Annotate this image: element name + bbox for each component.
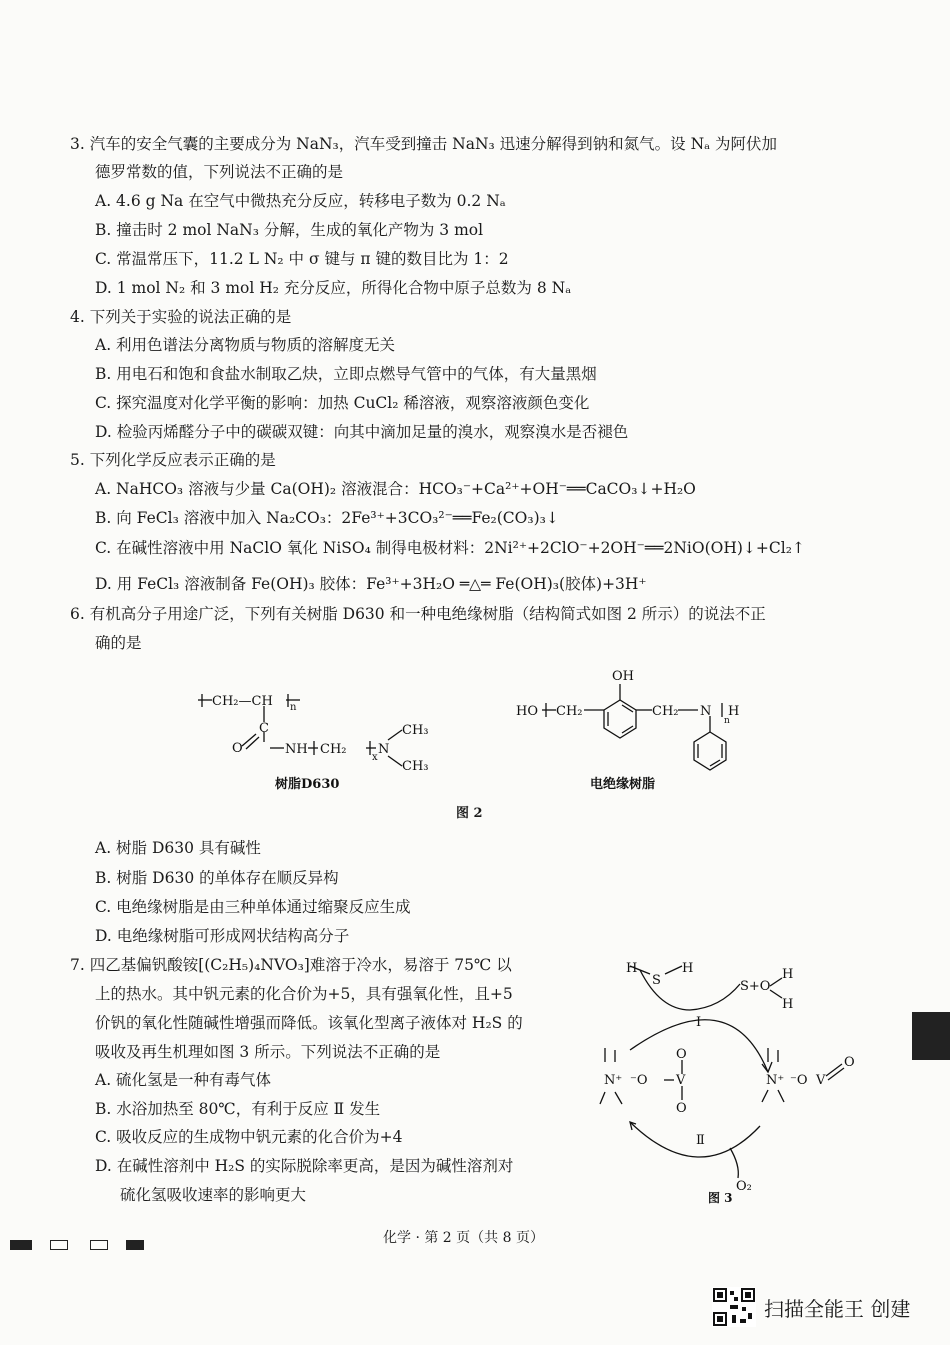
left-vanadium-o-top: O (676, 1047, 687, 1062)
resin-d630-ch3-bottom: CH₃ (402, 759, 429, 774)
left-vanadium: V (676, 1073, 686, 1088)
right-oxide-o: ⁻O (790, 1073, 808, 1088)
q4-option-c: C. 探究温度对化学平衡的影响：加热 CuCl₂ 稀溶液，观察溶液颜色变化 (95, 394, 590, 412)
q4-stem: 4. 下列关于实验的说法正确的是 (70, 308, 292, 326)
q6-option-d: D. 电绝缘树脂可形成网状结构高分子 (95, 927, 350, 945)
q3-option-a: A. 4.6 g Na 在空气中微热充分反应，转移电子数为 0.2 Nₐ (95, 192, 506, 210)
product-h-top: H (782, 967, 794, 982)
q7-option-b: B. 水浴加热至 80℃，有利于反应 Ⅱ 发生 (95, 1100, 381, 1118)
q5-option-a: A. NaHCO₃ 溶液与少量 Ca(OH)₂ 溶液混合：HCO₃⁻+Ca²⁺+OH⁻══CaCO₃↓+H₂O (95, 480, 696, 498)
page-edge-tab (912, 1012, 950, 1060)
q7-option-d: D. 在碱性溶剂中 H₂S 的实际脱除率更高，是因为碱性溶剂对 (95, 1157, 514, 1175)
figure-2-label: 图 2 (456, 806, 483, 821)
oxygen-label: O₂ (736, 1179, 752, 1194)
q6-stem-line1: 6. 有机高分子用途广泛，下列有关树脂 D630 和一种电绝缘树脂（结构简式如图 2 所示）的说法不正 (70, 605, 766, 623)
q5-option-c: C. 在碱性溶液中用 NaClO 氧化 NiSO₄ 制得电极材料：2Ni²⁺+2ClO⁻+2OH⁻══2NiO(OH)↓+Cl₂↑ (95, 539, 805, 557)
scanner-watermark (712, 1287, 910, 1327)
q3-stem-line1: 3. 汽车的安全气囊的主要成分为 NaN₃，汽车受到撞击 NaN₃ 迅速分解得到钠和氮气。设 Nₐ 为阿伏加 (70, 135, 778, 153)
page-footer: 化学 · 第 2 页（共 8 页） (383, 1230, 544, 1246)
right-ammonium-n: N⁺ (766, 1073, 785, 1088)
right-vanadium-o: O (844, 1055, 855, 1070)
resin-d630-nh: NH (285, 742, 308, 757)
insulating-resin-h: H (728, 704, 740, 719)
insulating-resin-oh: OH (612, 669, 634, 684)
resin-d630-ch3-top: CH₃ (402, 723, 429, 738)
q7-stem-line4: 吸收及再生机理如图 3 所示。下列说法不正确的是 (95, 1043, 441, 1061)
q7-stem-line3: 价钒的氧化性随碱性增强而降低。该氧化型离子液体对 H₂S 的 (95, 1014, 523, 1032)
q6-option-c: C. 电绝缘树脂是由三种单体通过缩聚反应生成 (95, 898, 411, 916)
resin-d630-n-atom: N (378, 742, 390, 757)
resin-d630-ch2: CH₂ (320, 742, 347, 757)
q7-option-a: A. 硫化氢是一种有毒气体 (95, 1071, 272, 1089)
footer-mark-filled-left (10, 1240, 32, 1250)
left-oxide-o: ⁻O (630, 1073, 648, 1088)
q4-option-a: A. 利用色谱法分离物质与物质的溶解度无关 (95, 336, 396, 354)
q7-stem-line1: 7. 四乙基偏钒酸铵[(C₂H₅)₄NVO₃]难溶于冷水，易溶于 75℃ 以 (70, 956, 512, 974)
resin-d630-c: C (259, 721, 269, 736)
qr-code-icon (712, 1287, 756, 1327)
product-s-plus-o: S+O (740, 979, 771, 994)
q6-option-b: B. 树脂 D630 的单体存在顺反异构 (95, 869, 339, 887)
left-ammonium-n: N⁺ (604, 1073, 623, 1088)
q3-option-d: D. 1 mol N₂ 和 3 mol H₂ 充分反应，所得化合物中原子总数为 8 Nₐ (95, 279, 572, 297)
insulating-resin-structure (542, 684, 726, 770)
q5-stem: 5. 下列化学反应表示正确的是 (70, 451, 276, 469)
step-2-label: Ⅱ (696, 1133, 705, 1148)
resin-d630-caption: 树脂D630 (275, 777, 340, 792)
insulating-resin-caption: 电绝缘树脂 (590, 777, 656, 792)
figure-2-structures (190, 660, 790, 810)
step-1-label: Ⅰ (696, 1015, 702, 1030)
q3-option-c: C. 常温常压下，11.2 L N₂ 中 σ 键与 π 键的数目比为 1：2 (95, 250, 509, 268)
right-vanadium: V (816, 1073, 826, 1088)
resin-d630-x: x (372, 752, 378, 763)
q4-option-b: B. 用电石和饱和食盐水制取乙炔，立即点燃导气管中的气体，有大量黑烟 (95, 365, 597, 383)
q5-option-d: D. 用 FeCl₃ 溶液制备 Fe(OH)₃ 胶体：Fe³⁺+3H₂O ═△═ Fe(OH)₃(胶体)+3H⁺ (95, 575, 647, 593)
q6-option-a: A. 树脂 D630 具有碱性 (95, 839, 261, 857)
q7-stem-line2: 上的热水。其中钒元素的化合价为+5，具有强氧化性，且+5 (95, 985, 513, 1003)
q3-option-b: B. 撞击时 2 mol NaN₃ 分解，生成的氧化产物为 3 mol (95, 221, 484, 239)
resin-d630-backbone: CH₂—CH (212, 694, 273, 709)
footer-mark-outline-2 (90, 1240, 108, 1250)
q4-option-d: D. 检验丙烯醛分子中的碳碳双键：向其中滴加足量的溴水，观察溴水是否褪色 (95, 423, 629, 441)
q7-option-c: C. 吸收反应的生成物中钒元素的化合价为+4 (95, 1128, 403, 1146)
left-vanadium-o-bottom: O (676, 1101, 687, 1116)
watermark-text: 扫描全能王 创建 (764, 1296, 911, 1321)
insulating-resin-n: N (700, 704, 712, 719)
insulating-resin-n-sub: n (724, 716, 730, 726)
q5-option-b: B. 向 FeCl₃ 溶液中加入 Na₂CO₃：2Fe³⁺+3CO₃²⁻══Fe₂(CO₃)₃↓ (95, 509, 559, 527)
resin-d630-o: O (232, 741, 243, 756)
insulating-resin-ch2-left: CH₂ (556, 704, 583, 719)
insulating-resin-ho: HO (516, 704, 538, 719)
resin-d630-n: n (290, 702, 297, 713)
figure-3-label: 图 3 (708, 1191, 733, 1205)
insulating-resin-ch2-right: CH₂ (652, 704, 679, 719)
q7-option-d-continued: 硫化氢吸收速率的影响更大 (120, 1186, 307, 1204)
footer-mark-outline-1 (50, 1240, 68, 1250)
mechanism-cycle-arrows (600, 966, 844, 1178)
h2s-h-left: H (626, 961, 638, 976)
figure-3-mechanism (590, 950, 870, 1210)
h2s-s: S (652, 973, 661, 988)
product-h-bottom: H (782, 997, 794, 1012)
q3-stem-line2: 德罗常数的值，下列说法不正确的是 (95, 163, 344, 181)
footer-mark-filled-right (126, 1240, 144, 1250)
q6-stem-line2: 确的是 (95, 634, 142, 652)
h2s-h-right: H (682, 961, 694, 976)
